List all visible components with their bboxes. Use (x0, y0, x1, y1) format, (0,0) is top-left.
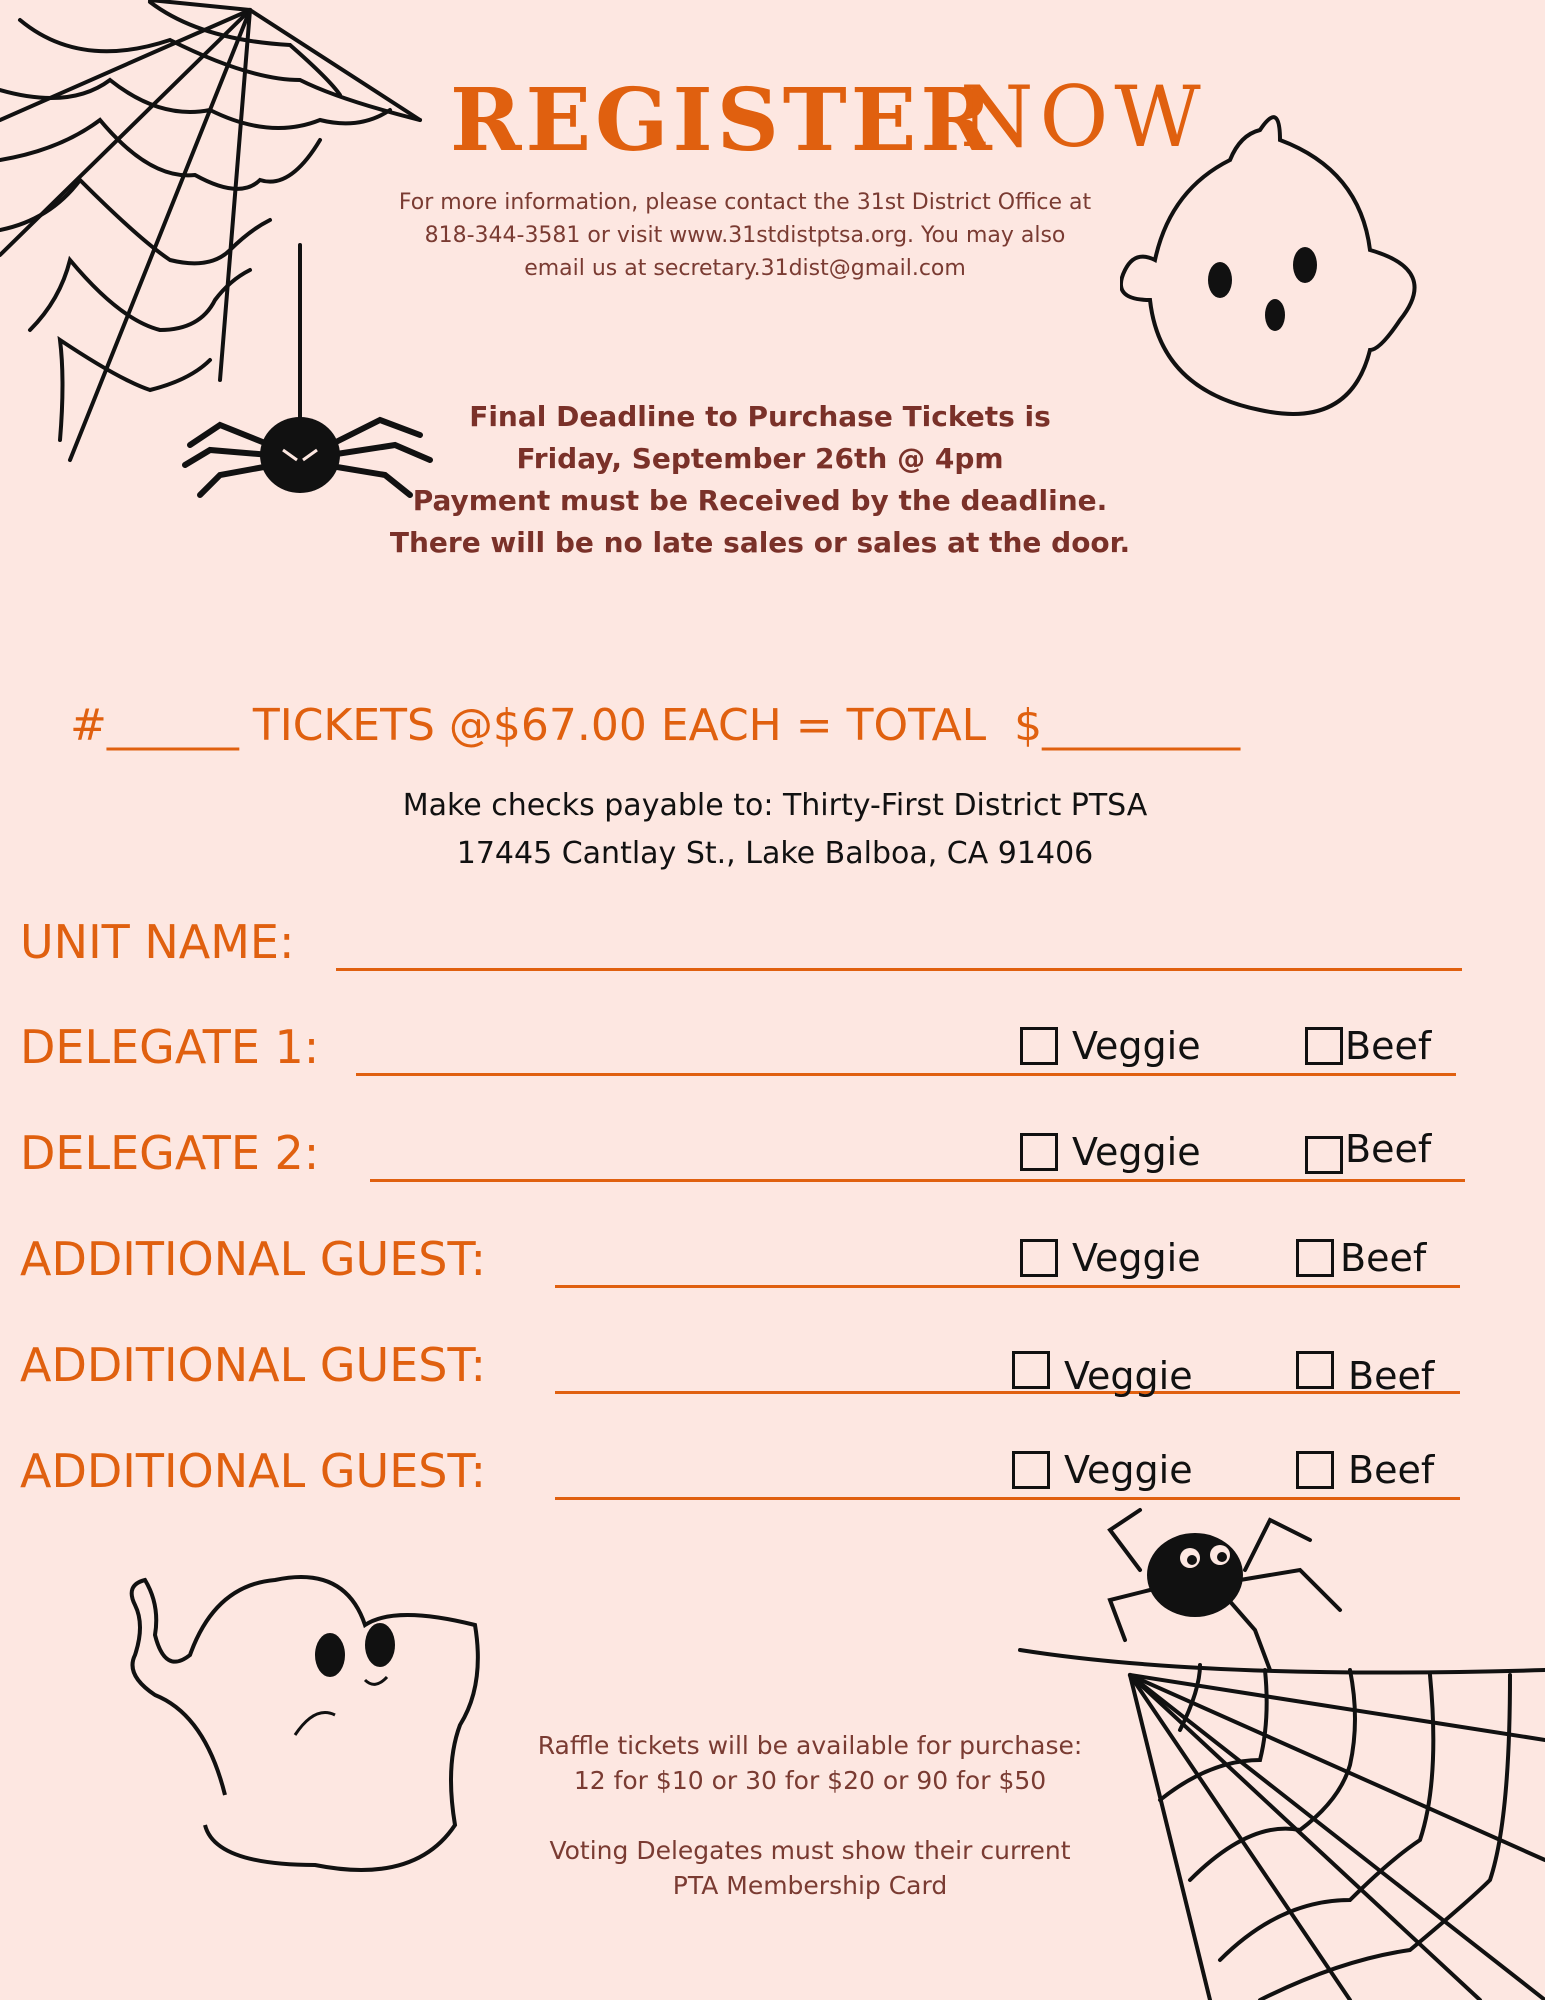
beef-label: Beef (1348, 1354, 1435, 1398)
beef-checkbox[interactable] (1305, 1136, 1343, 1174)
beef-checkbox[interactable] (1296, 1351, 1334, 1389)
veggie-label: Veggie (1064, 1354, 1193, 1398)
delegate-2-label: DELEGATE 2: (20, 1126, 320, 1180)
veggie-option[interactable] (1020, 1130, 1201, 1174)
delegate-1-row (20, 1020, 1460, 1080)
veggie-label: Veggie (1072, 1024, 1201, 1068)
unit-name-label: UNIT NAME: (20, 915, 295, 969)
beef-checkbox[interactable] (1296, 1239, 1334, 1277)
beef-option[interactable] (1305, 1127, 1432, 1174)
veggie-checkbox[interactable] (1012, 1351, 1050, 1389)
veggie-checkbox[interactable] (1020, 1239, 1058, 1277)
ghost-icon (115, 1565, 495, 1885)
title-register: REGISTER (450, 70, 996, 171)
deadline-line: There will be no late sales or sales at the door. (389, 526, 1131, 559)
veggie-option[interactable] (1012, 1342, 1193, 1398)
membership-line: Voting Delegates must show their current (549, 1836, 1071, 1865)
delegate-1-field[interactable] (356, 1073, 1456, 1076)
deadline-line: Final Deadline to Purchase Tickets is (469, 400, 1051, 433)
unit-name-row (20, 915, 1460, 975)
veggie-checkbox[interactable] (1012, 1451, 1050, 1489)
beef-label: Beef (1345, 1024, 1432, 1068)
veggie-option[interactable] (1020, 1024, 1201, 1068)
contact-line: email us at secretary.31dist@gmail.com (524, 256, 966, 281)
contact-line: 818-344-3581 or visit www.31stdistptsa.org. You may also (424, 223, 1066, 248)
contact-info (340, 186, 1150, 285)
beef-option[interactable] (1296, 1448, 1434, 1492)
deadline-line: Payment must be Received by the deadline. (412, 484, 1108, 517)
veggie-checkbox[interactable] (1020, 1027, 1058, 1065)
beef-label: Beef (1345, 1127, 1432, 1171)
veggie-label: Veggie (1064, 1448, 1193, 1492)
veggie-option[interactable] (1012, 1448, 1193, 1492)
guest-1-field[interactable] (555, 1285, 1460, 1288)
raffle-line: Raffle tickets will be available for purchase: (537, 1731, 1083, 1760)
veggie-label: Veggie (1072, 1130, 1201, 1174)
guest-1-label: ADDITIONAL GUEST: (20, 1232, 486, 1286)
beef-checkbox[interactable] (1296, 1451, 1334, 1489)
guest-3-label: ADDITIONAL GUEST: (20, 1444, 486, 1498)
beef-checkbox[interactable] (1305, 1027, 1343, 1065)
membership-line: PTA Membership Card (672, 1871, 948, 1900)
beef-option[interactable] (1296, 1342, 1434, 1398)
payable-line: Make checks payable to: Thirty-First District PTSA (402, 788, 1148, 823)
guest-3-row (20, 1444, 1460, 1504)
deadline-notice (340, 396, 1180, 564)
delegate-2-field[interactable] (370, 1179, 1465, 1182)
guest-2-label: ADDITIONAL GUEST: (20, 1338, 486, 1392)
deadline-line: Friday, September 26th @ 4pm (516, 442, 1004, 475)
veggie-label: Veggie (1072, 1236, 1201, 1280)
veggie-option[interactable] (1020, 1236, 1201, 1280)
tickets-line: #______ TICKETS @$67.00 EACH = TOTAL $_________ (70, 700, 1241, 751)
address-line: 17445 Cantlay St., Lake Balboa, CA 91406 (456, 836, 1094, 871)
beef-label: Beef (1348, 1448, 1435, 1492)
raffle-line (480, 1798, 1140, 1833)
unit-name-field[interactable] (336, 968, 1462, 971)
contact-line: For more information, please contact the 31st District Office at (398, 190, 1092, 215)
beef-label: Beef (1340, 1236, 1427, 1280)
raffle-info (480, 1728, 1140, 1903)
beef-option[interactable] (1305, 1024, 1431, 1068)
delegate-2-row (20, 1126, 1460, 1186)
title-now: NOW (960, 68, 1207, 166)
guest-2-row (20, 1338, 1460, 1398)
beef-option[interactable] (1296, 1236, 1426, 1280)
raffle-line: 12 for $10 or 30 for $20 or 90 for $50 (573, 1766, 1047, 1795)
veggie-checkbox[interactable] (1020, 1133, 1058, 1171)
guest-1-row (20, 1232, 1460, 1292)
delegate-1-label: DELEGATE 1: (20, 1020, 320, 1074)
payable-info (250, 782, 1300, 878)
